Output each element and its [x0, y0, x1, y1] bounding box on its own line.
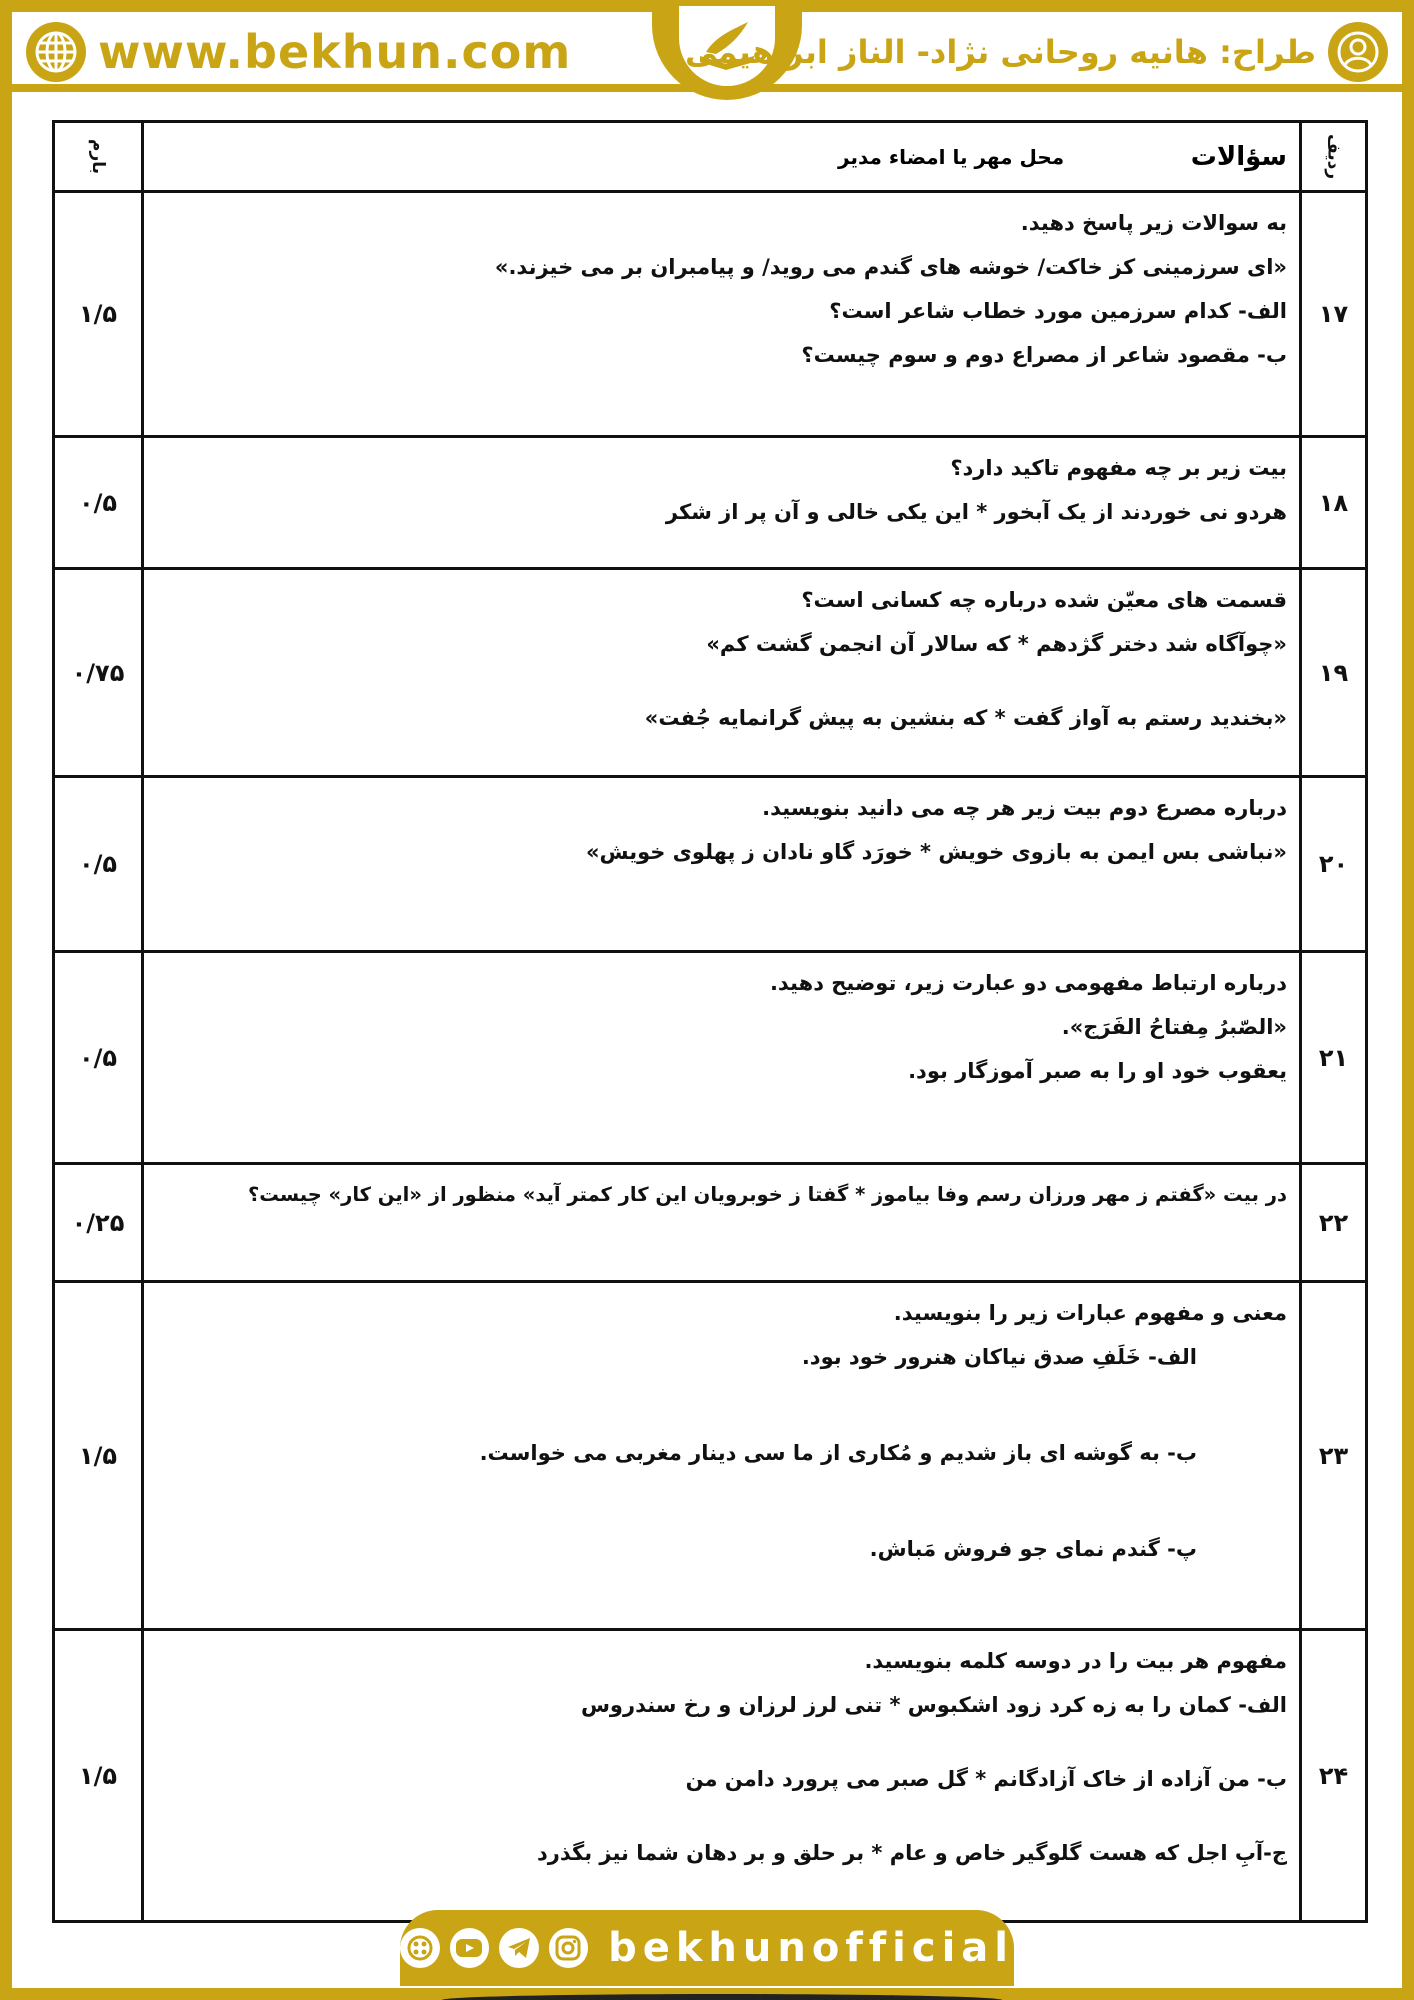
question-body [141, 1165, 1299, 1280]
question-row [55, 193, 1365, 438]
question-body [141, 1631, 1299, 1920]
question-number: ۲۱ [1299, 953, 1365, 1162]
question-line: الف- کدام سرزمین مورد خطاب شاعر است؟ [829, 299, 1287, 323]
question-score: ۰/۵ [78, 850, 118, 878]
question-number: ۱۷ [1299, 193, 1365, 435]
question-score: ۰/۵ [78, 488, 118, 517]
question-number: ۲۳ [1299, 1283, 1365, 1628]
question-body [141, 1283, 1299, 1628]
exam-table [52, 120, 1368, 1923]
col-questions-header [141, 123, 1299, 190]
spacer [158, 666, 1287, 696]
question-line: ج-آبِ اجل که هست گلوگیر خاص و عام * بر حلق و بر دهان شما نیز بگذرد [536, 1841, 1287, 1865]
table-header [55, 123, 1365, 193]
spacer [158, 1379, 1287, 1431]
question-line: «ای سرزمینی کز خاکت/ خوشه های گندم می روید/ و پیامبران بر می خیزند.» [494, 255, 1287, 279]
question-row [55, 953, 1365, 1165]
question-line: هردو نی خوردند از یک آبخور * این یکی خالی و آن پر از شکر [665, 500, 1287, 524]
question-line: ب- مقصود شاعر از مصراع دوم و سوم چیست؟ [801, 343, 1287, 367]
question-score: ۰/۷۵ [71, 658, 125, 687]
question-line: درباره مصرع دوم بیت زیر هر چه می دانید بنویسید. [762, 796, 1287, 820]
telegram-icon[interactable] [499, 1928, 539, 1968]
footer-shadow [442, 1994, 1002, 2000]
question-line: ب- من آزاده از خاک آزادگانم * گل صبر می پرورد دامن من [685, 1767, 1287, 1791]
page-header [12, 12, 1402, 92]
question-row [55, 778, 1365, 953]
col-num-header: ردیف [1299, 123, 1365, 190]
question-line: الف- خَلَفِ صدق نیاکان هنرور خود بود. [801, 1345, 1197, 1369]
question-line: درباره ارتباط مفهومی دو عبارت زیر، توضیح دهید. [769, 971, 1287, 995]
question-line: «نباشی بس ایمن به بازوی خویش * خورَد گاو نادان ز پهلوی خویش» [585, 840, 1287, 864]
exam-sheet [12, 12, 1402, 1988]
question-line: معنی و مفهوم عبارات زیر را بنویسید. [893, 1301, 1287, 1325]
question-line: «چوآگاه شد دختر گژدهم * که سالار آن انجمن گشت کم» [706, 632, 1287, 656]
question-number: ۱۸ [1299, 438, 1365, 567]
question-line: ب- به گوشه ای باز شدیم و مُکاری از ما سی دینار مغربی می خواست. [479, 1441, 1197, 1465]
question-line: پ- گندم نمای جو فروش مَباش. [869, 1537, 1197, 1561]
question-number: ۲۰ [1299, 778, 1365, 950]
question-row [55, 1631, 1365, 1923]
question-body [141, 438, 1299, 567]
question-row [55, 438, 1365, 570]
spacer [158, 1475, 1287, 1527]
question-row [55, 570, 1365, 778]
col-score-header: بارم [88, 138, 108, 174]
site-link[interactable] [26, 20, 571, 84]
question-number: ۱۹ [1299, 570, 1365, 775]
question-line: در بیت «گفتم ز مهر ورزان رسم وفا بیاموز * گفتا ز خوبرویان این کار کمتر آید» منظور از «این کار» چیست؟ [247, 1183, 1287, 1206]
question-line: یعقوب خود او را به صبر آموزگار بود. [908, 1059, 1287, 1083]
question-score: ۱/۵ [78, 300, 118, 328]
aparat-icon[interactable] [400, 1928, 440, 1968]
stamp-heading: محل مهر یا امضاء مدیر [838, 144, 1065, 169]
question-line: «الصّبرُ مِفتاحُ الفَرَج». [1061, 1015, 1287, 1039]
user-icon [1328, 22, 1388, 82]
question-body [141, 778, 1299, 950]
question-line: به سوالات زیر پاسخ دهید. [1020, 211, 1287, 235]
question-line: الف- کمان را به زه کرد زود اشکبوس * تنی لرز لرزان و رخ سندروس [580, 1693, 1287, 1717]
question-number: ۲۲ [1299, 1165, 1365, 1280]
question-row [55, 1283, 1365, 1631]
question-score: ۱/۵ [78, 1441, 118, 1470]
designer-names: طراح: هانیه روحانی نژاد- الناز ابراهیمی [684, 33, 1316, 71]
spacer [158, 1801, 1287, 1831]
site-url[interactable]: www.bekhun.com [98, 25, 572, 79]
question-body [141, 570, 1299, 775]
social-handle[interactable]: bekhunofficial [608, 1925, 1014, 1971]
question-body [141, 953, 1299, 1162]
youtube-icon[interactable] [450, 1928, 490, 1968]
social-footer [400, 1910, 1014, 1986]
question-number: ۲۴ [1299, 1631, 1365, 1920]
questions-heading: سؤالات [1190, 141, 1287, 172]
instagram-icon[interactable] [549, 1928, 589, 1968]
question-score: ۰/۵ [78, 1043, 118, 1072]
question-line: مفهوم هر بیت را در دوسه کلمه بنویسید. [864, 1649, 1287, 1673]
globe-icon [26, 22, 86, 82]
question-line: قسمت های معیّن شده درباره چه کسانی است؟ [801, 588, 1287, 612]
question-body [141, 193, 1299, 435]
question-line: «بخندید رستم به آواز گفت * که بنشین به پیش گرانمایه جُفت» [644, 706, 1287, 730]
question-row [55, 1165, 1365, 1283]
question-line: بیت زیر بر چه مفهوم تاکید دارد؟ [950, 456, 1287, 480]
question-score: ۱/۵ [78, 1761, 118, 1790]
designer-credit [685, 20, 1388, 84]
spacer [158, 1727, 1287, 1757]
question-score: ۰/۲۵ [71, 1208, 125, 1237]
